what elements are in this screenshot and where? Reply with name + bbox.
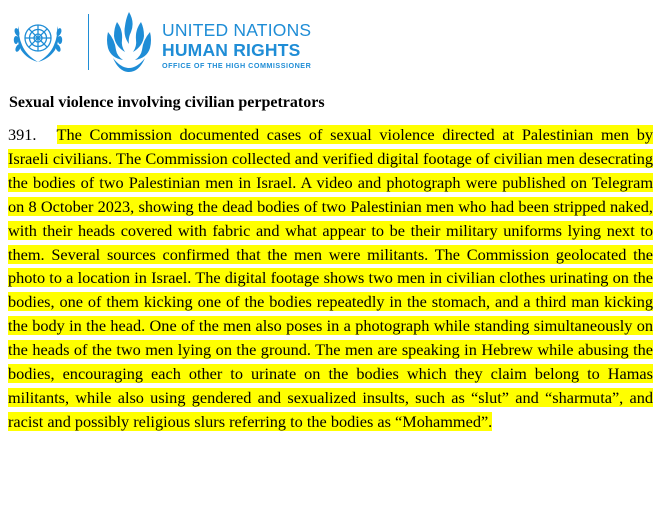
- highlighted-paragraph-text: The Commission documented cases of sexual violence directed at Palestinian men by Israeli civilians. The Commission collected and verified digital footage of civilian men desecrating the bodies of two Palestinian men in Israel. A video and photograph were published on Telegram on 8 October 2023, showing the dead bodies of two Palestinian men who had been stripped naked, with their heads covered with fabric and what appear to be their military uniforms lying next to them. Several sources confirmed that the men were militants. The Commission geolocated the photo to a location in Israel. The digital footage shows two men in civilian clothes urinating on the bodies, one of them kicking one of the bodies repeatedly in the stomach, and a third man kicking the body in the head. One of the men also poses in a photograph while standing simultaneously on the heads of the two men lying on the ground. The men are speaking in Hebrew while abusing the bodies, encouraging each other to urinate on the bodies which they claim belong to Hamas militants, while also using gendered and sexualized insults, such as “slut” and “sharmuta”, and racist and possibly religious slurs referring to the bodies as “Mohammed”.: [8, 125, 653, 431]
- un-emblem-icon: [10, 12, 66, 68]
- paragraph-number: 391.: [8, 125, 37, 144]
- human-rights-flame-icon: [103, 8, 155, 74]
- page-header: [0, 0, 662, 90]
- paragraph-391: [8, 123, 653, 434]
- un-human-rights-logotype: [162, 22, 311, 69]
- logo-divider: [88, 14, 89, 70]
- brand-line-united-nations: UNITED NATIONS: [162, 20, 312, 40]
- brand-line-human-rights: HUMAN RIGHTS: [162, 39, 301, 60]
- section-heading: Sexual violence involving civilian perpetrators: [9, 94, 325, 111]
- brand-line-office: OFFICE OF THE HIGH COMMISSIONER: [162, 61, 312, 70]
